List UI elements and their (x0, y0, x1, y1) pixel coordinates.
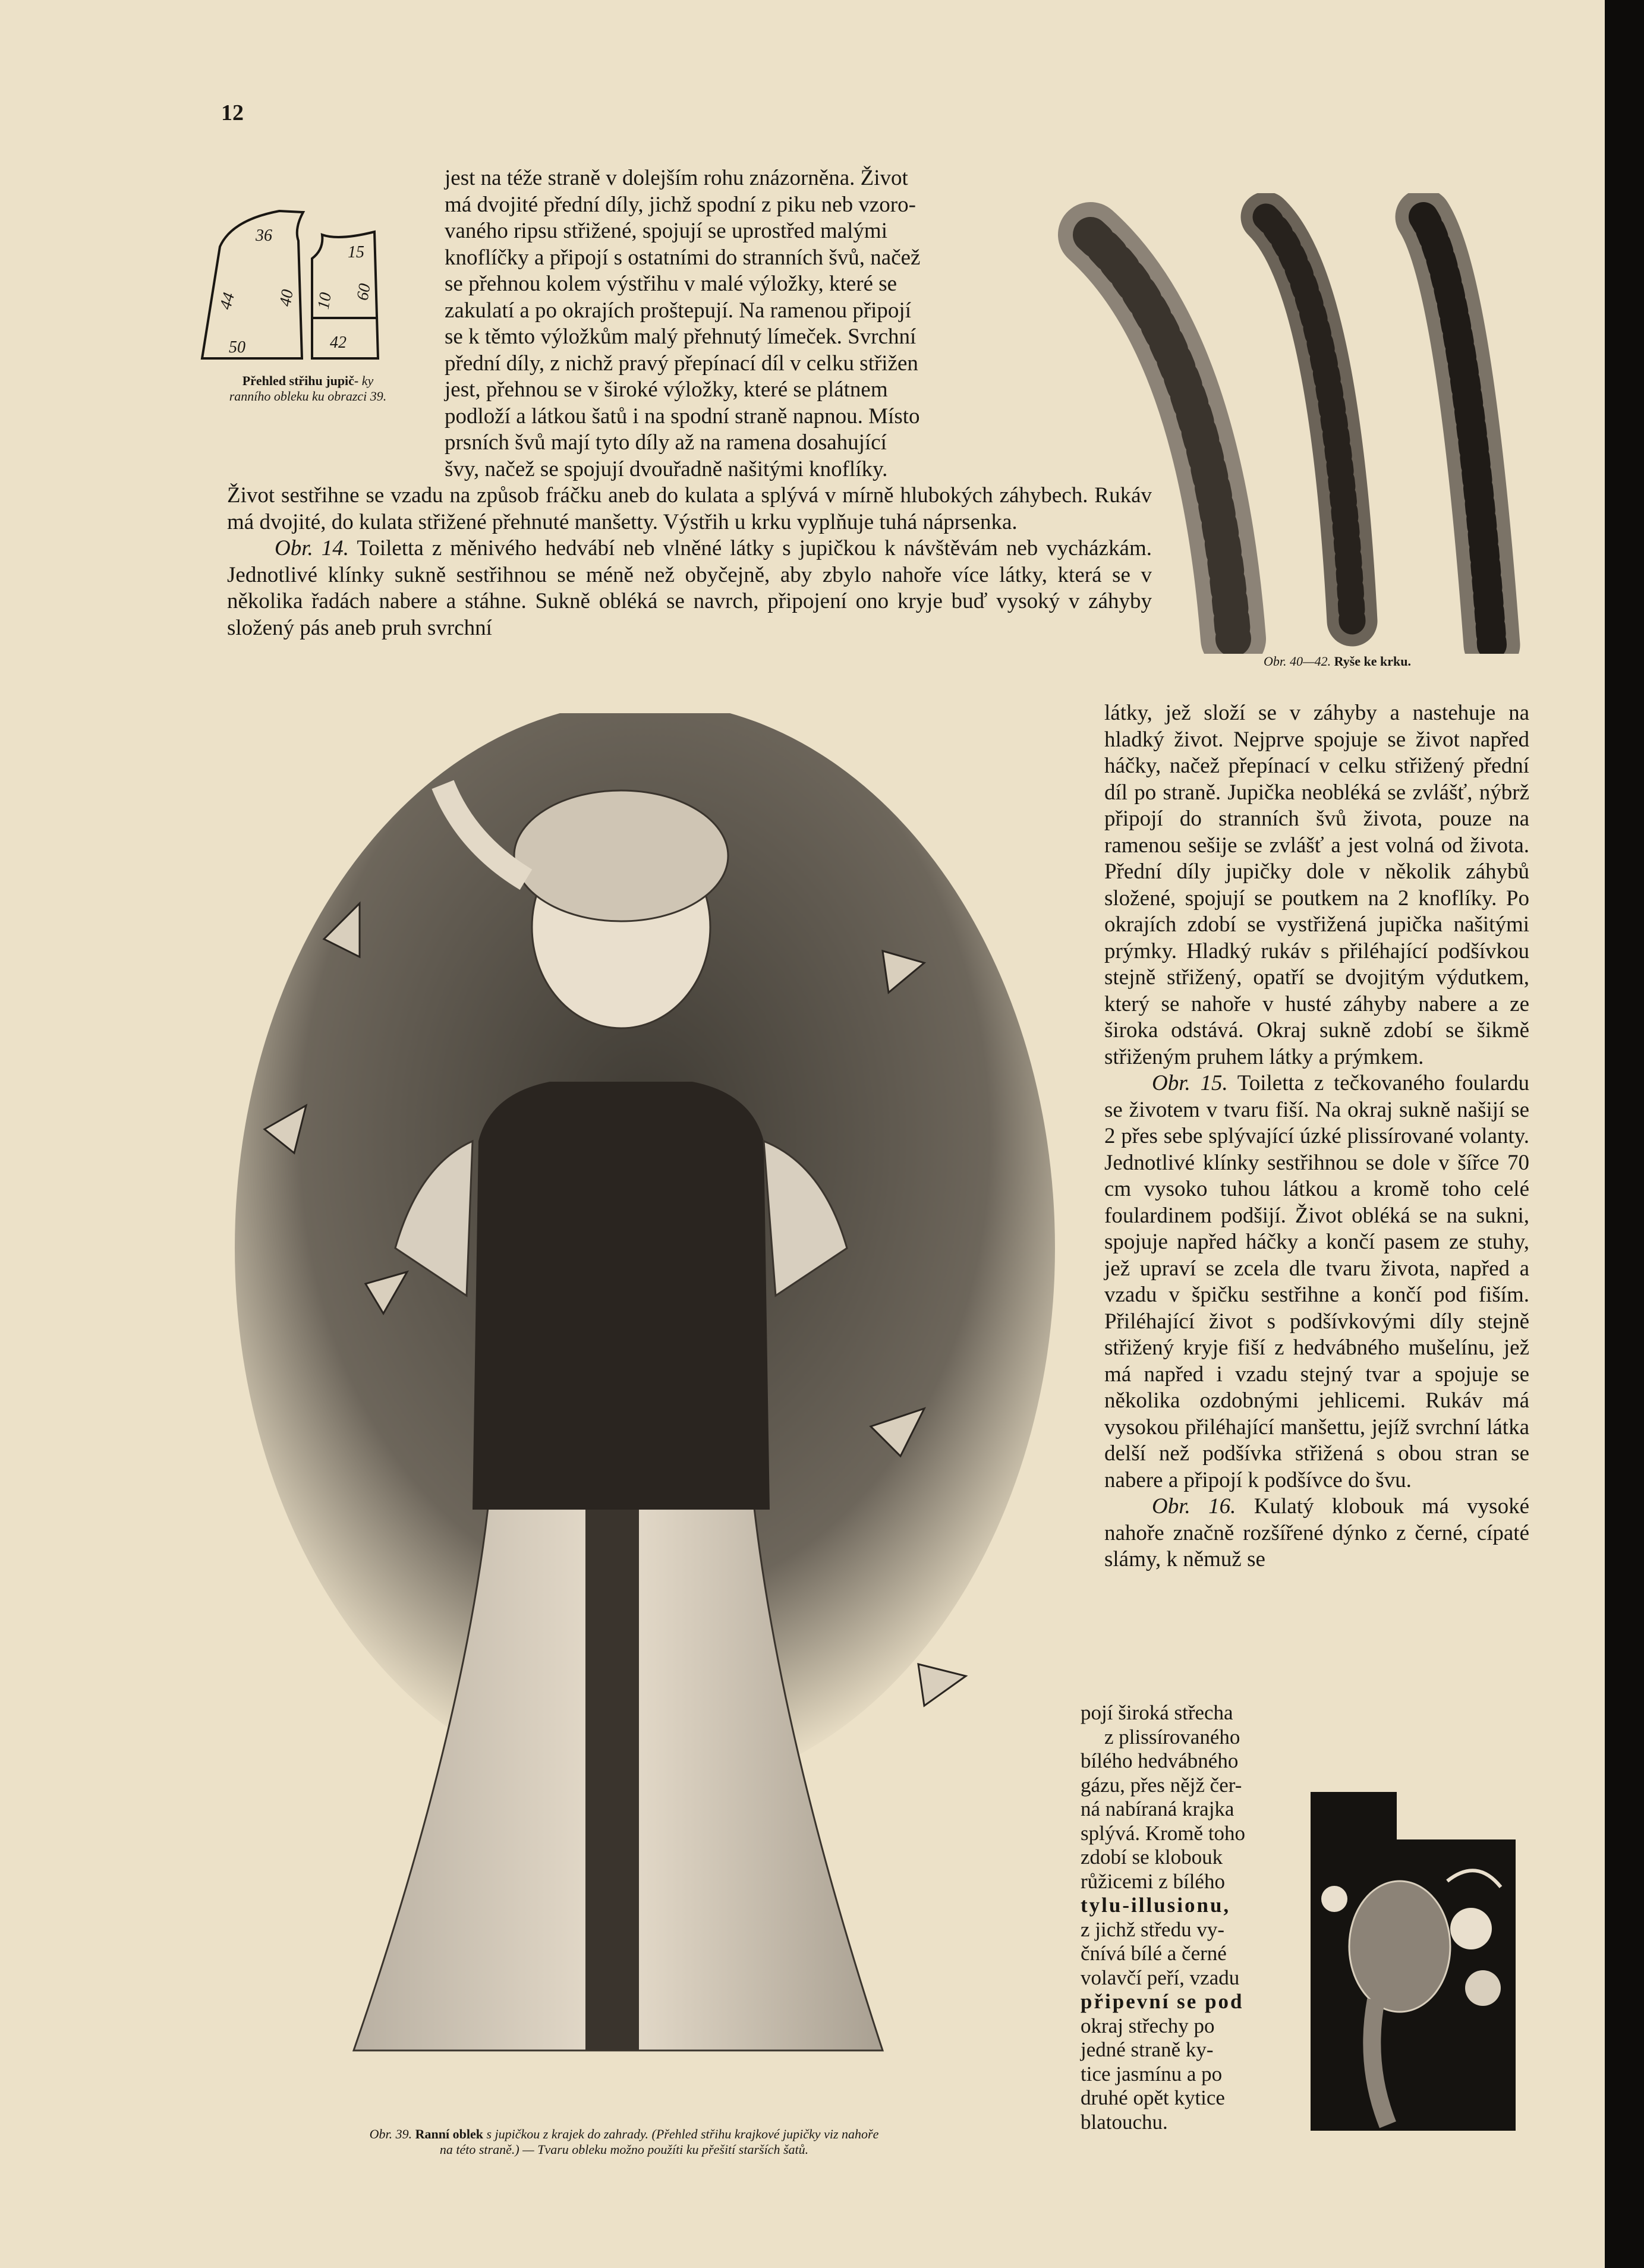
text-line: volavčí peří, vzadu (1081, 1965, 1240, 1989)
wide-text (227, 483, 1152, 641)
main-caption-title: Ranní oblek (415, 2127, 483, 2141)
text-line: ná nabíraná krajka (1081, 1797, 1234, 1820)
page-number: 12 (221, 100, 244, 125)
text-line: gázu, přes nějž čer- (1081, 1773, 1242, 1797)
main-caption (220, 2127, 1028, 2157)
text-line: okraj střechy po (1081, 2014, 1215, 2037)
pattern-number: 40 (276, 288, 297, 308)
paragraph-obr15-text: Toiletta z tečkovaného foulardu se životem v tvaru fiší. Na okraj sukně našijí se 2 přes sebe splývající úzké plissírované volanty. Jednotlivé klínky sestřihnou se dole v šířce 70 cm vysoko tuhou látkou a kromě toho celé foulardinem podšijí. Život obléká se na sukni, spojuje napřed háčky a končí pasem ze stuhy, jež upraví se zcela dle tvaru života, napřed a vzadu v špičku sestřihne a končí pod fiším. Přiléhající život s podšívkovými díly stejně střižený kryje fiší z hedvábného mušelínu, jež má napřed i vzadu stejný tvar a spojuje se několika ozdobnými jehlicemi. Rukáv má vysokou přiléhající manšettu, jejíž svrchní látka delší než podšívka střižená s obou stran se nabere a připojí k podšívce do švu. (1104, 1071, 1529, 1492)
paragraph-zivot: Život sestřihne se vzadu na způsob fráčku aneb do kulata a splývá v mírně hlubokých záhybech. Rukáv má dvojité, do kulata střižené přehnuté manšetty. Výstřih u krku vyplňuje tuhá náprsenka. (227, 483, 1152, 534)
woman-in-garden-drawing (217, 713, 1061, 2119)
paragraph-obr15 (1104, 1070, 1529, 1494)
text-line: druhé opět kytice (1081, 2086, 1225, 2109)
text-line: bílého hedvábného (1081, 1749, 1239, 1772)
ruffs-caption (1189, 654, 1486, 669)
text-line: blatouchu. (1081, 2110, 1168, 2134)
top-paragraph (445, 165, 1152, 483)
paragraph-obr14 (227, 536, 1152, 641)
text-line: zakulatí a po okrajích proštepují. Na ramenou připojí (445, 298, 911, 323)
main-caption-text: na této straně.) — Tvaru obleku možno použíti ku přešití starších šatů. (439, 2142, 809, 2157)
pattern-caption (225, 373, 391, 404)
paragraph-obr16-text: Kulatý klobouk má vysoké nahoře značně rozšířené dýnko z černé, cípaté slámy, k němuž se (1104, 1494, 1529, 1571)
pattern-number: 10 (314, 291, 335, 311)
main-caption-text: s jupičkou z krajek do zahrady. (Přehled střihu krajkové jupičky viz nahoře (486, 2127, 879, 2141)
paragraph-obr14-text: Toiletta z měnivého hedvábí neb vlněné látky s jupičkou k návštěvám neb vycházkám. Jednotlivé klínky sukně sestřihnou se méně než obyčejně, aby zbylo nahoře více látky, která se v několika řadách nabere a stáhne. Sukně obléká se navrch, připojení ono kryje buď vysoký v záhyby složený pás aneb pruh svrchní (227, 536, 1152, 640)
text-line: jedné straně ky- (1081, 2038, 1214, 2061)
text-line: jest na téže straně v dolejším rohu znázorněna. Život (445, 166, 908, 190)
text-line: jest, přehnou se v široké výložky, které se plátnem (445, 377, 888, 402)
figure-label: Obr. 15. (1152, 1071, 1228, 1095)
main-caption-fig: Obr. 39. (369, 2127, 412, 2141)
bird-and-flowers-drawing (1311, 1792, 1516, 2131)
text-line: zdobí se klobouk (1081, 1845, 1223, 1869)
text-line: podloží a látkou šatů i na spodní straně napnou. Místo (445, 404, 920, 429)
text-line: knoflíčky a připojí s ostatními do stranních švů, načež (445, 245, 921, 270)
figure-label: Obr. 16. (1152, 1494, 1236, 1519)
text-line: pojí široká střecha (1081, 1701, 1233, 1724)
ruffs-illustration (1055, 193, 1530, 654)
pattern-caption-rest: ky ranního obleku ku obrazci 39. (229, 373, 387, 404)
pattern-number: 60 (353, 282, 374, 302)
text-line: připevní se pod (1081, 1990, 1244, 2013)
paragraph-continuation: látky, jež složí se v záhyby a nastehuje na hladký život. Nejprve spojuje se život napřed háčky, načež přepínací v celku střižený přední díl po straně. Jupička neobléká se zvlášť, nýbrž připojí do stranních švů života, pouze na ramenou sešije se zvlášť a jest volná od života. Přední díly jupičky dole v několik záhybů složené, spojují se poutkem na 2 knoflíky. Po okrajích zdobí se vystřižená jupička našitými prýmky. Hladký rukáv s přiléhající podšívkou stejně střižený, opatří se dvojitým výdutkem, který se nahoře v husté záhyby nabere a ze široka odstává. Okraj sukně zdobí se šikmě střiženým pruhem látky a prýmkem. (1104, 701, 1529, 1069)
narrow-column (1081, 1701, 1300, 2134)
figure-label: Obr. 14. (275, 536, 349, 560)
right-column (1104, 700, 1529, 1573)
paragraph-obr16 (1104, 1494, 1529, 1573)
text-line: čnívá bílé a černé (1081, 1942, 1227, 1965)
ruffs-caption-fig: Obr. 40—42. (1264, 654, 1331, 669)
text-line: tylu-illusionu, (1081, 1894, 1231, 1917)
hat-illustration (1311, 1792, 1516, 2131)
text-line: má dvojité přední díly, jichž spodní z piku neb vzoro- (445, 192, 916, 217)
text-line: z jichž středu vy- (1081, 1917, 1224, 1941)
pattern-caption-title: Přehled střihu jupič- (242, 373, 359, 388)
text-line: růžicemi z bílého (1081, 1869, 1225, 1893)
text-line: vaného ripsu střižené, spojují se uprostřed malými (445, 219, 887, 243)
ruffs-caption-title: Ryše ke krku. (1334, 654, 1411, 669)
ruffs-drawing (1055, 193, 1530, 654)
pattern-number: 44 (216, 290, 239, 312)
text-line: se přehnou kolem výstřihu v malé výložky, které se (445, 272, 897, 296)
text-line: švy, načež se spojují dvouřadně našitými knoflíky. (445, 456, 888, 481)
text-line: splývá. Kromě toho (1081, 1821, 1246, 1845)
pattern-number: 42 (330, 333, 347, 352)
text-line: z plissírovaného (1104, 1725, 1240, 1749)
pattern-number: 15 (348, 243, 364, 262)
text-line: tice jasmínu a po (1081, 2062, 1223, 2086)
text-line: se k těmto výložkům malý přehnutý límeček. Svrchní (445, 325, 917, 349)
pattern-diagram (196, 205, 386, 366)
pattern-number: 36 (256, 226, 272, 245)
pattern-diagram-drawing (196, 205, 386, 366)
main-illustration (217, 713, 1061, 2119)
text-line: prsních švů mají tyto díly až na ramena dosahující (445, 430, 887, 455)
text-line: přední díly, z nichž pravý přepínací díl v celku střižen (445, 351, 918, 376)
pattern-number: 50 (229, 338, 245, 357)
